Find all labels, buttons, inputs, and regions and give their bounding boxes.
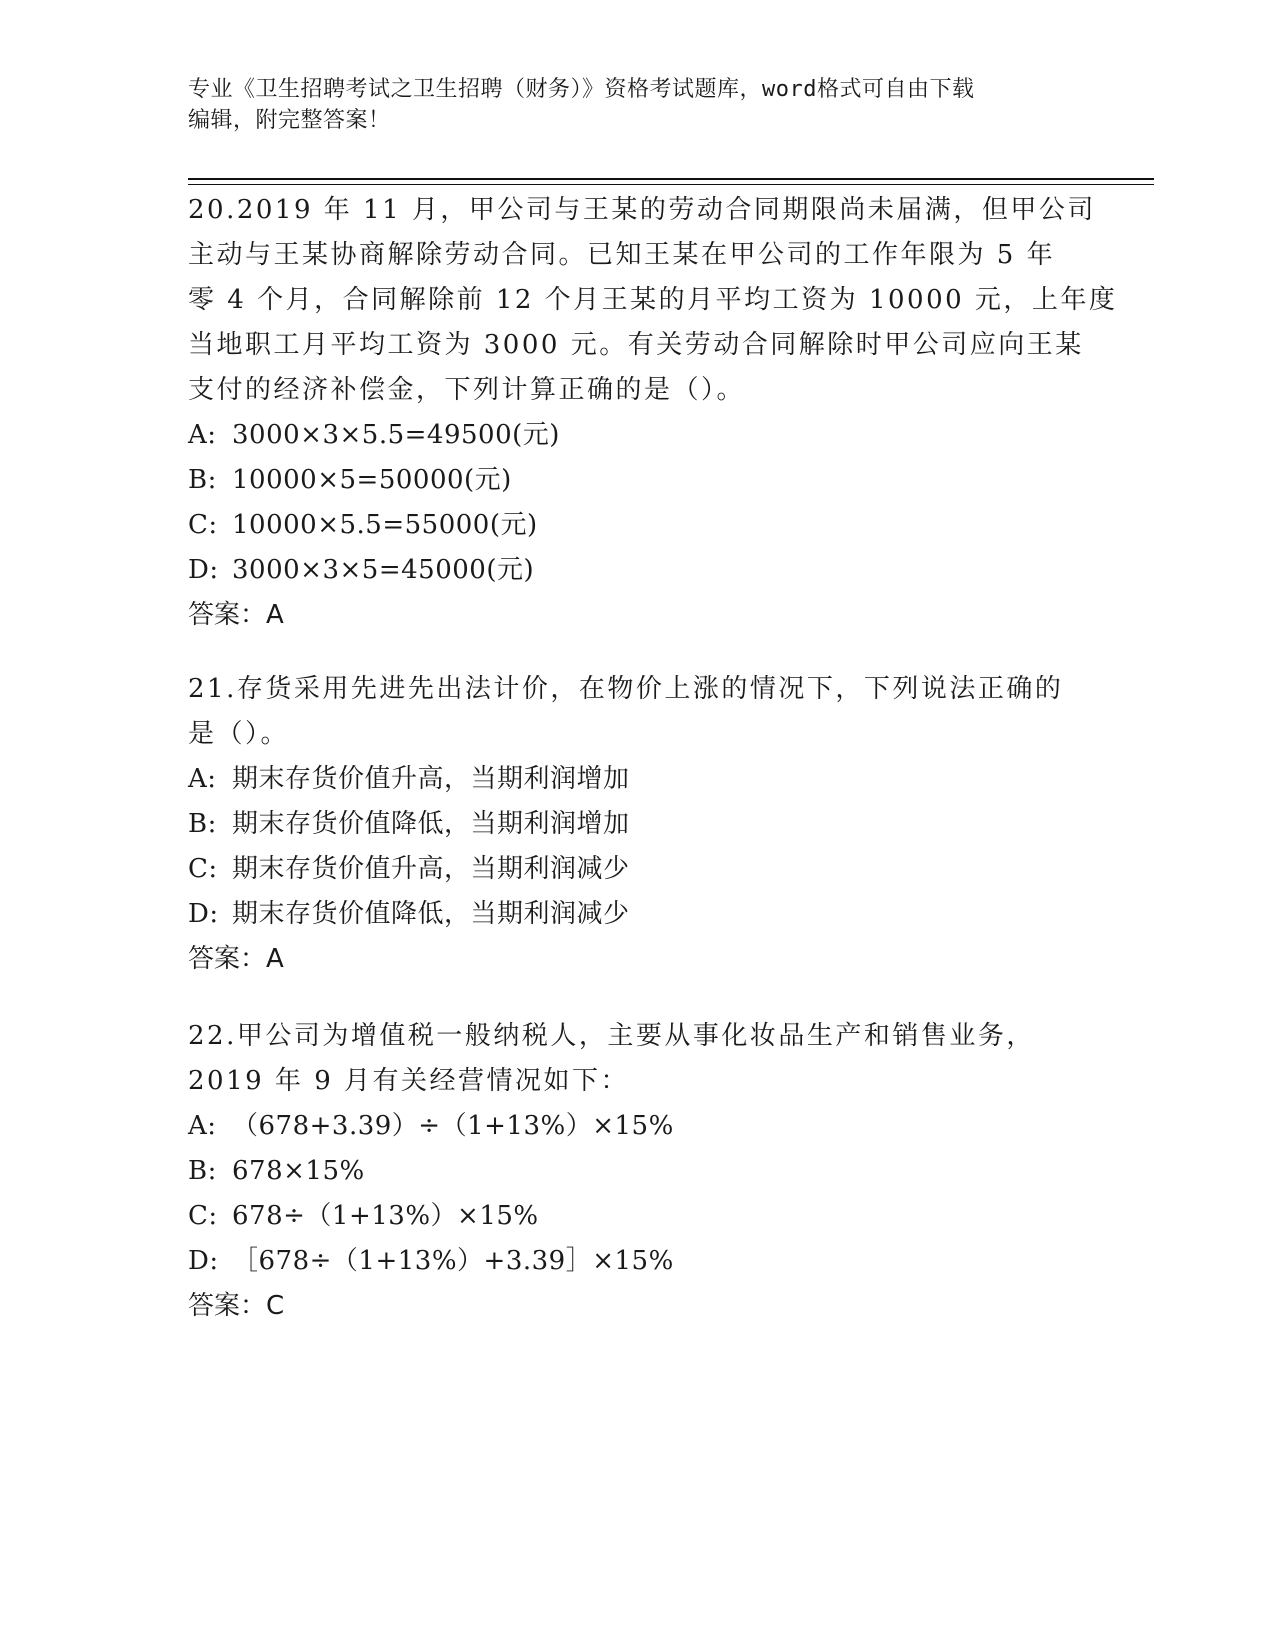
option-text: 678÷（1+13%）×15% (232, 1201, 539, 1231)
option-c (188, 847, 1088, 892)
option-text: 3000×3×5=45000(元) (232, 555, 535, 585)
option-a (188, 413, 1088, 458)
question-stem (188, 188, 1118, 413)
option-text: 期末存货价值升高，当期利润增加 (232, 764, 630, 794)
option-c (188, 1194, 1088, 1239)
stem-line: 20.2019 年 11 月，甲公司与王某的劳动合同期限尚未届满，但甲公司 (188, 195, 1096, 225)
option-d (188, 548, 1088, 593)
option-c (188, 503, 1088, 548)
option-letter: A: (188, 420, 217, 450)
option-b (188, 802, 1088, 847)
header-divider-thin (188, 184, 1154, 185)
option-letter: B: (188, 465, 217, 495)
header-line-2: 编辑，附完整答案！ (188, 108, 391, 133)
question-stem (188, 1014, 1088, 1104)
stem-line: 21.存货采用先进先出法计价，在物价上涨的情况下，下列说法正确的 (188, 674, 1064, 704)
option-letter: D: (188, 555, 219, 585)
question-20 (188, 188, 1118, 638)
option-b (188, 458, 1088, 503)
option-text: 678×15% (232, 1156, 365, 1186)
option-letter: D: (188, 899, 219, 929)
stem-line: 支付的经济补偿金，下列计算正确的是（）。 (188, 375, 746, 405)
option-letter: A: (188, 1111, 217, 1141)
option-letter: C: (188, 1201, 218, 1231)
option-text: 期末存货价值降低，当期利润减少 (232, 899, 630, 929)
stem-line: 是（）。 (188, 719, 290, 749)
header-line-1: 专业《卫生招聘考试之卫生招聘（财务）》资格考试题库，word格式可自由下载 (188, 77, 975, 102)
option-letter: C: (188, 510, 218, 540)
option-text: 期末存货价值降低，当期利润增加 (232, 809, 630, 839)
option-text: 3000×3×5.5=49500(元) (232, 420, 560, 450)
answer-line: 答案：A (188, 600, 284, 630)
option-letter: D: (188, 1246, 219, 1276)
option-letter: B: (188, 1156, 217, 1186)
answer-line: 答案：A (188, 944, 284, 974)
option-text: ［678÷（1+13%）+3.39］×15% (232, 1246, 674, 1276)
option-a (188, 757, 1088, 802)
option-d (188, 892, 1088, 937)
option-letter: A: (188, 764, 217, 794)
option-text: 期末存货价值升高，当期利润减少 (232, 854, 630, 884)
stem-line: 22.甲公司为增值税一般纳税人，主要从事化妆品生产和销售业务， (188, 1021, 1035, 1051)
option-a (188, 1104, 1088, 1149)
option-letter: C: (188, 854, 218, 884)
stem-line: 零 4 个月，合同解除前 12 个月王某的月平均工资为 10000 元，上年度 (188, 285, 1118, 315)
option-letter: B: (188, 809, 217, 839)
option-b (188, 1149, 1088, 1194)
option-text: 10000×5=50000(元) (232, 465, 512, 495)
answer-line: 答案：C (188, 1291, 285, 1321)
option-text: 10000×5.5=55000(元) (232, 510, 538, 540)
document-header (188, 74, 1068, 136)
option-text: （678+3.39）÷（1+13%）×15% (232, 1111, 674, 1141)
question-21 (188, 667, 1088, 982)
stem-line: 主动与王某协商解除劳动合同。已知王某在甲公司的工作年限为 5 年 (188, 240, 1056, 270)
question-stem (188, 667, 1088, 757)
stem-line: 2019 年 9 月有关经营情况如下： (188, 1066, 630, 1096)
question-22 (188, 1014, 1088, 1329)
stem-line: 当地职工月平均工资为 3000 元。有关劳动合同解除时甲公司应向王某 (188, 330, 1084, 360)
header-divider-thick (188, 178, 1154, 180)
option-d (188, 1239, 1088, 1284)
